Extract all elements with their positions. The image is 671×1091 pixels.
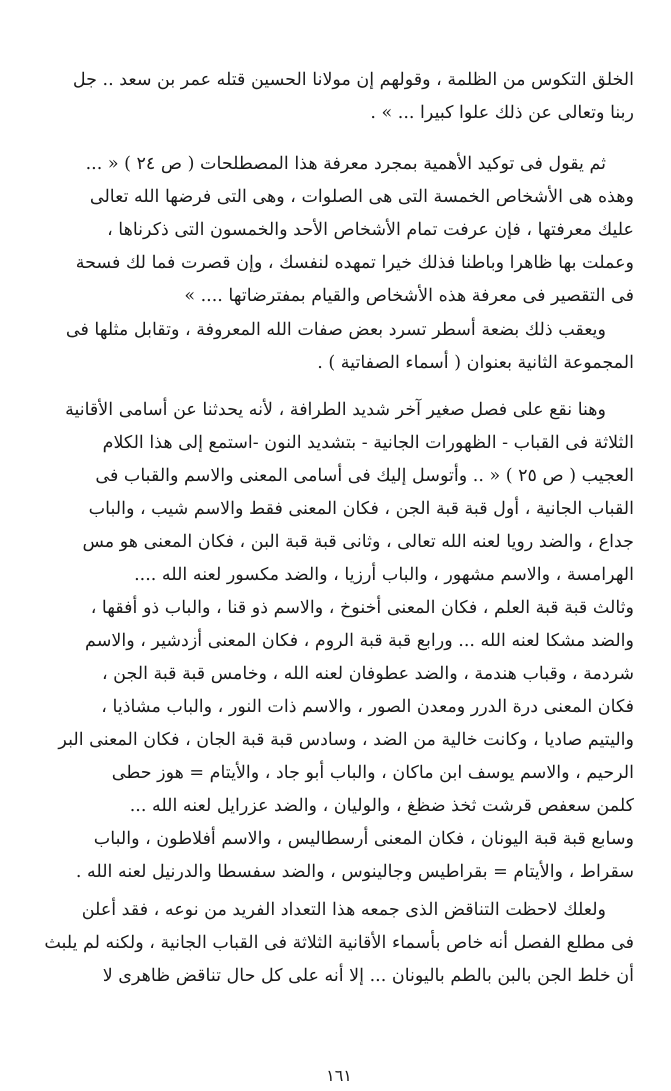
text-line: كلمن سعفص قرشت ثخذ ضظغ ، والوليان ، والضد عزرايل لعنه الله ... <box>129 796 634 816</box>
text-line: فى التقصير فى معرفة هذه الأشخاص والقيام بمفترضاتها .... » <box>184 286 634 306</box>
text-line: ويعقب ذلك بضعة أسطر تسرد بعض صفات الله المعروفة ، وتقابل مثلها فى <box>65 320 606 340</box>
text-line: وعملت بها ظاهرا وباطنا فذلك خيرا تمهده لنفسك ، وإن قصرت فما لك فسحة <box>75 253 634 273</box>
paragraph-5 <box>44 894 634 993</box>
paragraph-2 <box>44 148 634 313</box>
text-line: عليك معرفتها ، فإن عرفت تمام الأشخاص الأحد والخمسون التى ذكرناها ، <box>107 220 634 240</box>
text-line: واليتيم صاديا ، وكانت خالية من الضد ، وسادس قبة قبة الجان ، فكان المعنى البر <box>58 730 634 750</box>
text-line: الثلاثة فى القباب - الظهورات الجانية - بتشديد النون -استمع إلى هذا الكلام <box>102 433 634 453</box>
text-line: ثم يقول فى توكيد الأهمية بمجرد معرفة هذا المصطلحات ( ص ٢٤ ) « ... <box>85 154 606 174</box>
text-line: الرحيم ، والاسم يوسف ابن ماكان ، والباب أبو جاد ، والأيتام = هوز حطى <box>111 763 634 783</box>
text-line: ربنا وتعالى عن ذلك علوا كبيرا ... » . <box>370 103 634 123</box>
text-line: شردمة ، وقباب هندمة ، والضد عطوفان لعنه الله ، وخامس قبة قبة الجن ، <box>101 664 634 684</box>
paragraph-3 <box>44 314 634 380</box>
text-line: فكان المعنى درة الدرر ومعدن الصور ، والاسم ذات النور ، والباب مشاذيا ، <box>101 697 634 717</box>
page-number: ١٦١ <box>326 1066 352 1085</box>
text-line: الهرامسة ، والاسم مشهور ، والباب أرزيا ، والضد مكسور لعنه الله .... <box>134 565 634 585</box>
text-line: وهنا نقع على فصل صغير آخر شديد الطرافة ، لأنه يحدثنا عن أسامى الأقانية <box>65 400 606 420</box>
text-line: وهذه هى الأشخاص الخمسة التى هى الصلوات ، وهى التى فرضها الله تعالى <box>89 187 634 207</box>
text-line: والضد مشكا لعنه الله ... ورابع قبة قبة الروم ، فكان المعنى أزدشير ، والاسم <box>85 631 634 651</box>
text-line: فى مطلع الفصل أنه خاص بأسماء الأقانية الثلاثة فى القباب الجانية ، ولكنه لم يلبث <box>44 933 634 953</box>
text-line: وثالث قبة قبة العلم ، فكان المعنى أخنوخ ، والاسم ذو قنا ، والباب ذو أفقها ، <box>90 598 634 618</box>
text-line: القباب الجانية ، أول قبة قبة الجن ، فكان المعنى فقط والاسم شيب ، والباب <box>88 499 634 519</box>
text-line: المجموعة الثانية بعنوان ( أسماء الصفاتية ) . <box>317 353 634 373</box>
text-line: جداع ، والضد رويا لعنه الله تعالى ، وثانى قبة قبة البن ، فكان المعنى هو مس <box>82 532 634 552</box>
paragraph-1 <box>44 64 634 130</box>
text-line: الخلق التكوس من الظلمة ، وقولهم إن مولانا الحسين قتله عمر بن سعد .. جل <box>72 70 634 90</box>
document-page <box>44 64 634 1085</box>
text-line: وسابع قبة قبة اليونان ، فكان المعنى أرسطاليس ، والاسم أفلاطون ، والباب <box>93 829 634 849</box>
text-line: ولعلك لاحظت التناقض الذى جمعه هذا التعداد الفريد من نوعه ، فقد أعلن <box>81 900 606 920</box>
text-line: سقراط ، والأيتام = بقراطيس وجالينوس ، والضد سفسطا والدرنيل لعنه الله . <box>75 862 634 882</box>
text-line: أن خلط الجن بالبن بالطم باليونان ... إلا أنه على كل حال تناقض ظاهرى لا <box>102 966 634 986</box>
paragraph-4 <box>44 394 634 889</box>
text-line: العجيب ( ص ٢٥ ) « .. وأتوسل إليك فى أسامى المعنى والاسم والقباب فى <box>95 466 634 486</box>
